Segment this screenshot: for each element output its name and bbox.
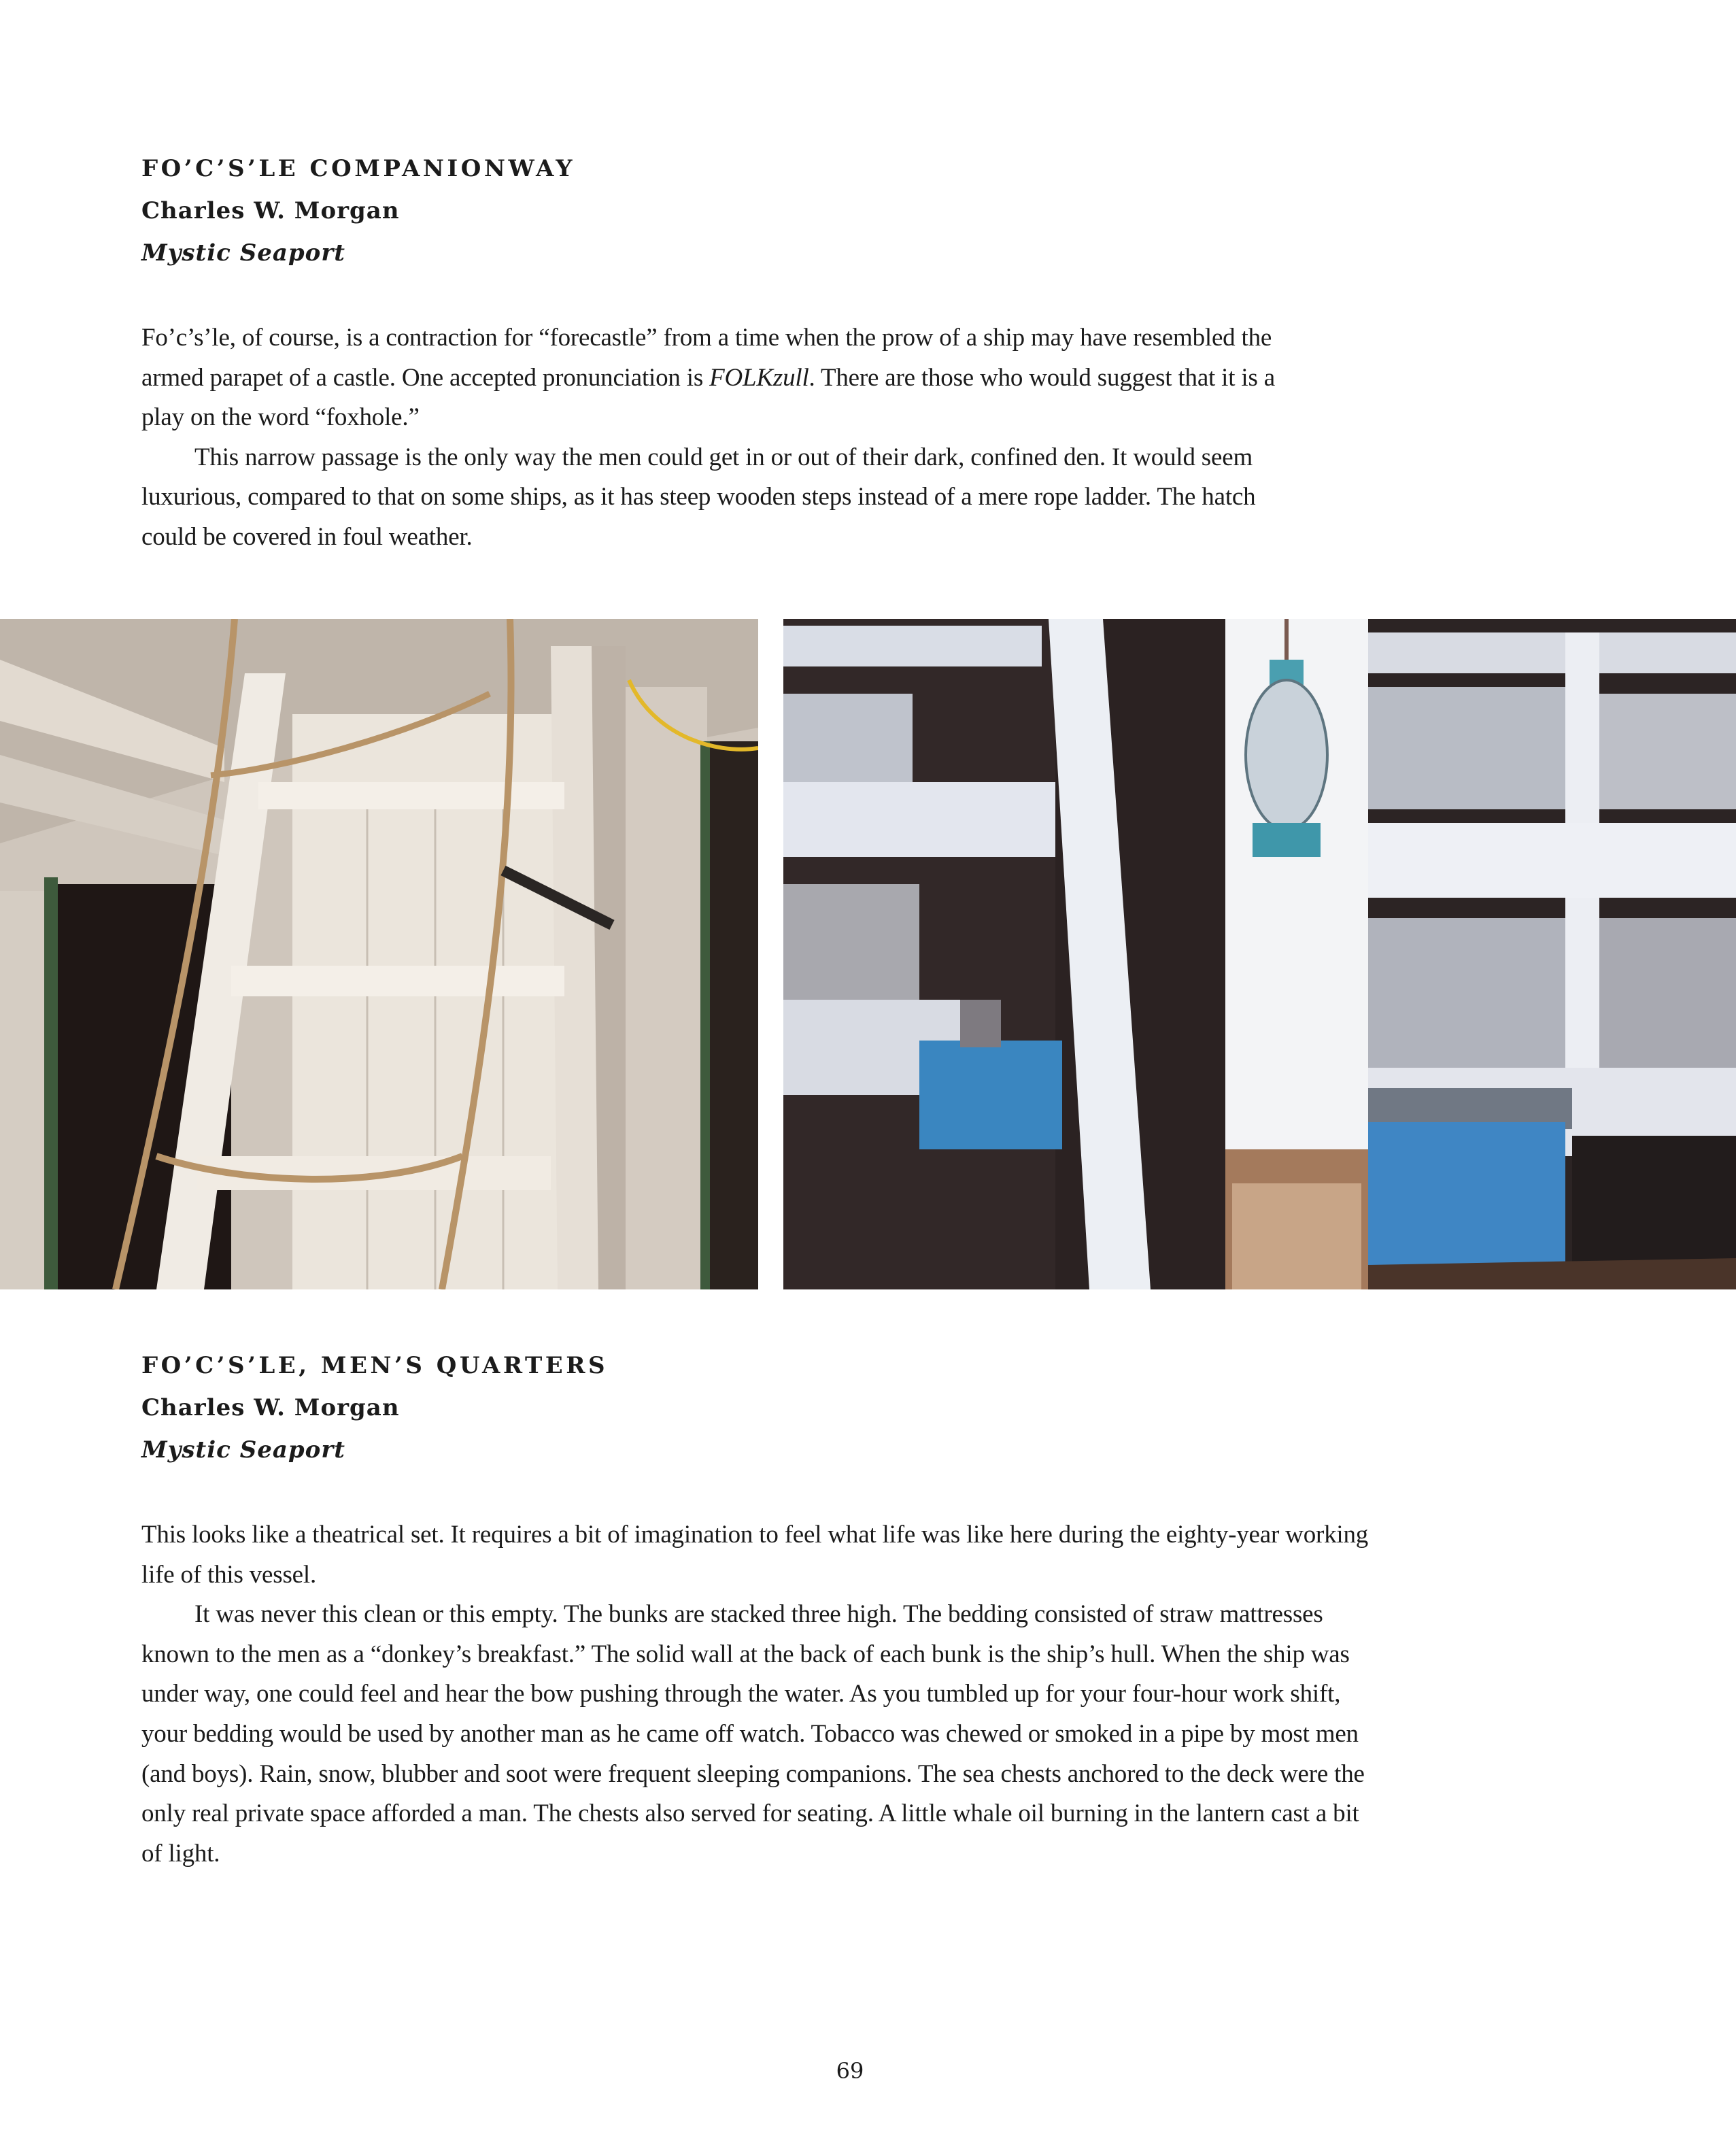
- location-name: Mystic Seaport: [141, 1436, 345, 1464]
- vessel-name: Charles W. Morgan: [141, 197, 400, 224]
- section-title: FO’C’S’LE, MEN’S QUARTERS: [141, 1352, 609, 1379]
- page-number: 69: [836, 2058, 864, 2084]
- companionway-ladder-image: [0, 619, 758, 1289]
- photo-companionway-ladder: [0, 619, 758, 1289]
- photo-mens-quarters: [783, 619, 1736, 1289]
- section-title: FO’C’S’LE COMPANIONWAY: [141, 155, 575, 182]
- mens-quarters-image: [783, 619, 1736, 1289]
- section-1-header: [141, 155, 575, 267]
- paragraph: It was never this clean or this empty. The bunks are stacked three high. The bedding consisted of straw mattresses known to the men as a “donkey’s breakfast.” The solid wall at the back of each bunk is the ship’s hull. When the ship was under way, one could feel and hear the bow pushing through the water. As you tumbled up for your four-hour work shift, your bedding would be used by another man as he came off watch. Tobacco was chewed or smoked in a pipe by most men (and boys). Rain, snow, blubber and soot were frequent sleeping companions. The sea chests anchored to the deck were the only real private space afforded a man. The chests also served for seating. A little whale oil burning in the lantern cast a bit of light.: [141, 1600, 1365, 1868]
- paragraph: Fo’c’s’le, of course, is a contraction for “forecastle” from a time when the prow of a ship may have resembled the armed parapet of a castle. One accepted pronunciation is FOLKzull. There are those who would suggest that it is a play on the word “foxhole.”: [141, 324, 1275, 432]
- section-1-body: [141, 318, 1311, 558]
- section-2-header: [141, 1352, 608, 1464]
- paragraph: This looks like a theatrical set. It requires a bit of imagination to feel what life was like here during the eighty-year working life of this vessel.: [141, 1521, 1369, 1589]
- vessel-name: Charles W. Morgan: [141, 1394, 400, 1421]
- paragraph: This narrow passage is the only way the men could get in or out of their dark, confined den. It would seem luxurious, compared to that on some ships, as it has steep wooden steps instead of a mere rope ladder. The hatch could be covered in foul weather.: [141, 443, 1256, 551]
- pronunciation: FOLKzull: [709, 363, 809, 392]
- location-name: Mystic Seaport: [141, 239, 345, 267]
- section-2-body: [141, 1515, 1379, 1874]
